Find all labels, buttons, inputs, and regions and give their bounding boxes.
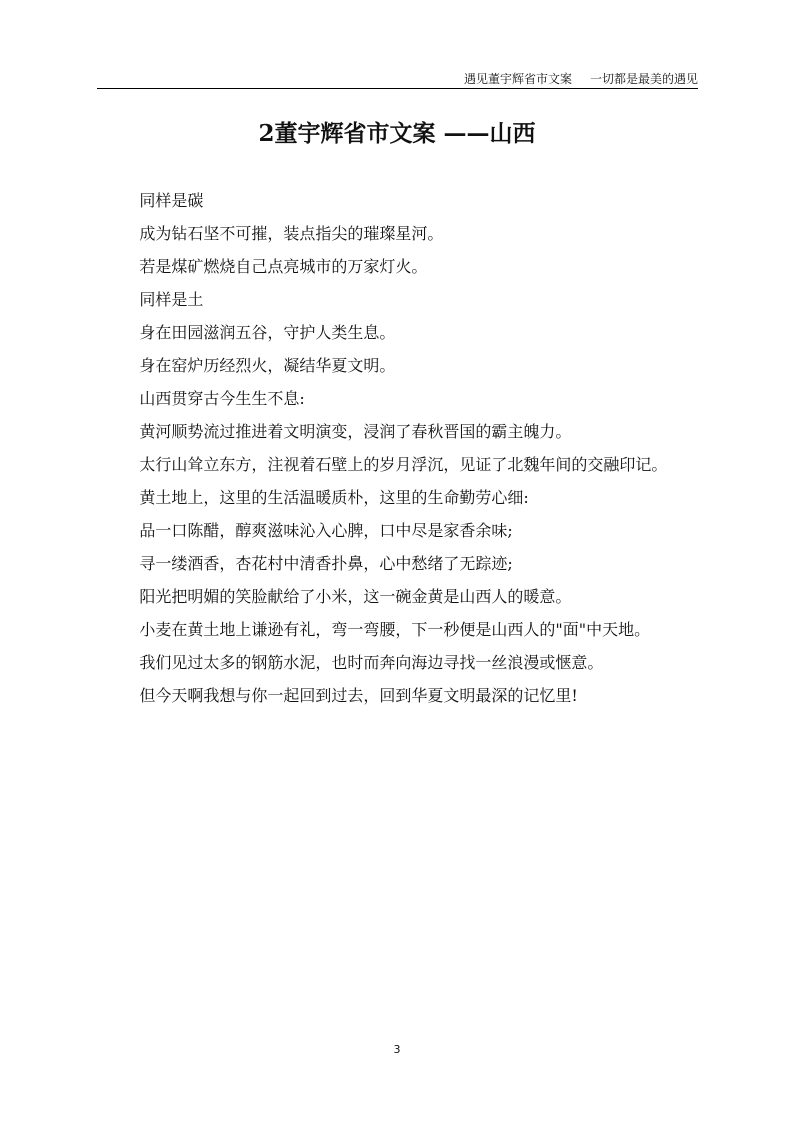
paragraph: 山西贯穿古今生生不息: — [139, 389, 305, 408]
paragraph: 身在田园滋润五谷，守护人类生息。 — [139, 323, 396, 342]
page-header — [97, 72, 698, 89]
paragraph: 我们见过太多的钢筋水泥，也时而奔向海边寻找一丝浪漫或惬意。 — [139, 653, 604, 672]
paragraph: 若是煤矿燃烧自己点亮城市的万家灯火。 — [139, 257, 428, 276]
body-text — [97, 184, 698, 712]
paragraph: 寻一缕酒香，杏花村中清香扑鼻，心中愁绪了无踪迹; — [139, 554, 513, 573]
paragraph: 身在窑炉历经烈火，凝结华夏文明。 — [139, 356, 396, 375]
page-title: 2董宇辉省市文案 ——山西 — [258, 120, 536, 147]
paragraph: 太行山耸立东方，注视着石壁上的岁月浮沉，见证了北魏年间的交融印记。 — [139, 455, 668, 474]
paragraph: 小麦在黄土地上谦逊有礼，弯一弯腰，下一秒便是山西人的"面"中天地。 — [139, 620, 651, 639]
paragraph: 但今天啊我想与你一起回到过去，回到华夏文明最深的记忆里! — [139, 686, 578, 705]
paragraph: 品一口陈醋，醇爽滋味沁入心脾，口中尽是家香余味; — [139, 521, 513, 540]
header-right-text: 一切都是最美的遇见 — [589, 72, 698, 86]
header-left-text: 遇见董宇辉省市文案 — [463, 72, 572, 86]
page-number: 3 — [393, 1043, 401, 1056]
paragraph: 黄河顺势流过推进着文明演变，浸润了春秋晋国的霸主魄力。 — [139, 422, 572, 441]
paragraph: 同样是土 — [139, 290, 204, 309]
paragraph: 成为钻石坚不可摧，装点指尖的璀璨星河。 — [139, 224, 444, 243]
paragraph: 同样是碳 — [139, 191, 204, 210]
paragraph: 黄土地上，这里的生活温暖质朴，这里的生命勤劳心细: — [139, 488, 529, 507]
paragraph: 阳光把明媚的笑脸献给了小米，这一碗金黄是山西人的暖意。 — [139, 587, 572, 606]
